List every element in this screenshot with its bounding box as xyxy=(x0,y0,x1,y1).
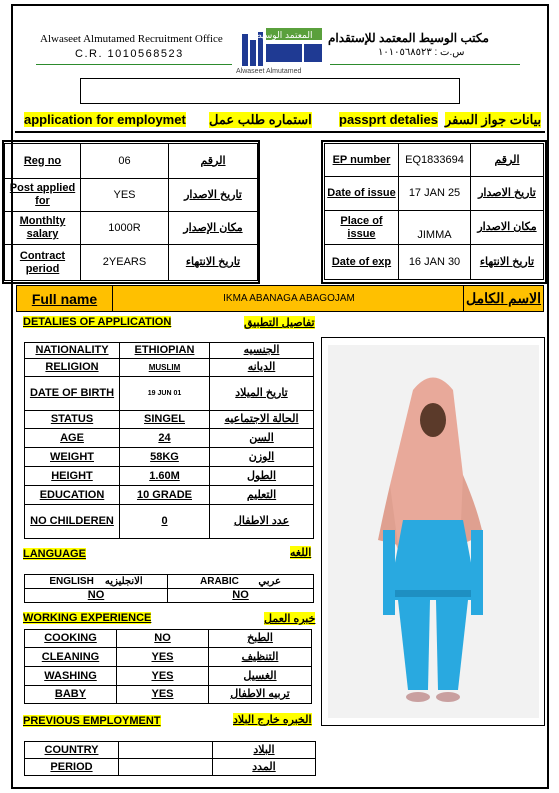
table-row xyxy=(5,245,258,281)
english-header xyxy=(25,575,168,589)
dob-value: 19 JUN 01 xyxy=(120,377,210,411)
cleaning-label-ar: التنظيف xyxy=(209,648,312,667)
nationality-label-ar: الجنسيه xyxy=(210,343,314,359)
education-label: EDUCATION xyxy=(25,486,120,505)
table-row xyxy=(25,411,314,429)
blank-header-box xyxy=(80,78,460,104)
cr-number-ar: س.ت : ١٠١٠٥٦٨٥٢٣ xyxy=(378,47,465,58)
ep-number-value: EQ1833694 xyxy=(399,144,471,177)
table-row xyxy=(25,686,312,704)
age-label: AGE xyxy=(25,429,120,448)
status-value: SINGEL xyxy=(120,411,210,429)
date-issue-label: Date of issue xyxy=(325,177,399,211)
logo-caption: Alwaseet Almutamed xyxy=(236,68,302,75)
table-row xyxy=(25,575,314,589)
cleaning-value: YES xyxy=(117,648,209,667)
table-row xyxy=(325,177,544,211)
passport-table xyxy=(324,143,544,280)
language-title-ar: اللغه xyxy=(290,547,312,559)
nationality-label: NATIONALITY xyxy=(25,343,120,359)
weight-label: WEIGHT xyxy=(25,448,120,467)
applicant-photo xyxy=(328,345,539,718)
height-value: 1.60M xyxy=(120,467,210,486)
experience-title-ar: خبره العمل xyxy=(264,613,316,625)
height-label-ar: الطول xyxy=(210,467,314,486)
post-applied-label-ar: تاريخ الاصدار xyxy=(169,179,258,212)
ep-number-label: EP number xyxy=(325,144,399,177)
date-exp-value: 16 JAN 30 xyxy=(399,245,471,280)
age-value: 24 xyxy=(120,429,210,448)
salary-label-ar: مكان الإصدار xyxy=(169,212,258,245)
details-title-en: DETALIES OF APPLICATION xyxy=(23,316,172,328)
ep-number-label-ar: الرقم xyxy=(471,144,544,177)
reg-no-value: 06 xyxy=(81,144,169,179)
table-row xyxy=(5,212,258,245)
office-name-ar: مكتب الوسيط المعتمد للإستقدام xyxy=(328,31,489,45)
table-row xyxy=(25,742,316,759)
cr-number-en: C.R. 1010568523 xyxy=(75,48,184,60)
status-label-ar: الحالة الاجتماعيه xyxy=(210,411,314,429)
details-title-ar: تفاصيل التطبيق xyxy=(244,317,315,329)
table-row xyxy=(25,630,312,648)
place-issue-label-ar: مكان الاصدار xyxy=(471,211,544,245)
date-exp-label-ar: تاريخ الانتهاء xyxy=(471,245,544,280)
country-label-ar: البلاد xyxy=(213,742,316,759)
religion-label: RELIGION xyxy=(25,359,120,377)
passport-title-ar: بيانات جواز السفر xyxy=(445,112,542,127)
language-table xyxy=(24,574,314,603)
children-label-ar: عدد الاطفال xyxy=(210,505,314,539)
english-value: NO xyxy=(25,589,168,603)
table-row xyxy=(25,448,314,467)
header-line-left xyxy=(36,64,232,65)
period-label-ar: المدد xyxy=(213,759,316,776)
salary-label: Monthlty salary xyxy=(5,212,81,245)
dob-label: DATE OF BIRTH xyxy=(25,377,120,411)
period-value xyxy=(119,759,213,776)
table-row xyxy=(25,343,314,359)
table-row xyxy=(25,467,314,486)
table-row xyxy=(25,648,312,667)
experience-title-en: WORKING EXPERIENCE xyxy=(23,612,152,624)
english-label: ENGLISH xyxy=(49,576,94,587)
office-name-en: Alwaseet Almutamed Recruitment Office xyxy=(40,33,223,45)
date-issue-label-ar: تاريخ الاصدار xyxy=(471,177,544,211)
cooking-label: COOKING xyxy=(25,630,117,648)
nationality-value: ETHIOPIAN xyxy=(120,343,210,359)
place-issue-label: Place of issue xyxy=(325,211,399,245)
dob-label-ar: تاريخ الميلاد xyxy=(210,377,314,411)
washing-label-ar: الغسيل xyxy=(209,667,312,686)
table-row xyxy=(325,245,544,280)
table-row xyxy=(25,589,314,603)
table-row xyxy=(25,759,316,776)
place-issue-value: JIMMA xyxy=(399,211,471,245)
application-title-ar: استماره طلب عمل xyxy=(209,112,312,127)
contract-period-label-ar: تاريخ الانتهاء xyxy=(169,245,258,281)
passport-title-en: passprt detalies xyxy=(339,112,438,127)
full-name-label: Full name xyxy=(17,286,113,311)
height-label: HEIGHT xyxy=(25,467,120,486)
logo-text: المعتمد الوسيط xyxy=(253,31,313,41)
country-value xyxy=(119,742,213,759)
table-row xyxy=(25,505,314,539)
photo-frame xyxy=(321,337,545,726)
table-row xyxy=(5,179,258,212)
person-photo-icon xyxy=(328,345,539,718)
baby-label-ar: تربيه الاطفال xyxy=(209,686,312,704)
education-value: 10 GRADE xyxy=(120,486,210,505)
table-row xyxy=(325,144,544,177)
table-row xyxy=(25,429,314,448)
children-label: NO CHILDEREN xyxy=(25,505,120,539)
weight-value: 58KG xyxy=(120,448,210,467)
experience-table xyxy=(24,629,312,704)
arabic-label-ar: عربي xyxy=(258,576,281,587)
arabic-value: NO xyxy=(168,589,314,603)
full-name-bar xyxy=(16,285,544,312)
washing-label: WASHING xyxy=(25,667,117,686)
language-title-en: LANGUAGE xyxy=(23,548,86,560)
table-row xyxy=(25,667,312,686)
table-row xyxy=(5,144,258,179)
date-exp-label: Date of exp xyxy=(325,245,399,280)
english-label-ar: الانجليزيه xyxy=(104,576,143,587)
cooking-value: NO xyxy=(117,630,209,648)
reg-no-label: Reg no xyxy=(5,144,81,179)
full-name-value: IKMA ABANAGA ABAGOJAM xyxy=(223,293,355,304)
cleaning-label: CLEANING xyxy=(25,648,117,667)
age-label-ar: السن xyxy=(210,429,314,448)
previous-title-en: PREVIOUS EMPLOYMENT xyxy=(23,715,161,727)
children-value: 0 xyxy=(120,505,210,539)
date-issue-value: 17 JAN 25 xyxy=(399,177,471,211)
country-label: COUNTRY xyxy=(25,742,119,759)
washing-value: YES xyxy=(117,667,209,686)
full-name-label-ar: الاسم الكامل xyxy=(463,286,543,311)
previous-title-ar: الخبره خارج البلاد xyxy=(233,714,312,726)
salary-value: 1000R xyxy=(81,212,169,245)
details-table xyxy=(24,342,314,539)
post-applied-label: Post applied for xyxy=(5,179,81,212)
header-line-right xyxy=(330,64,520,65)
reg-no-label-ar: الرقم xyxy=(169,144,258,179)
application-table xyxy=(4,143,258,281)
religion-label-ar: الديانه xyxy=(210,359,314,377)
status-label: STATUS xyxy=(25,411,120,429)
weight-label-ar: الوزن xyxy=(210,448,314,467)
previous-table xyxy=(24,741,316,776)
post-applied-value: YES xyxy=(81,179,169,212)
table-row xyxy=(325,211,544,245)
table-row xyxy=(25,359,314,377)
table-row xyxy=(25,486,314,505)
cooking-label-ar: الطبخ xyxy=(209,630,312,648)
application-title-en: application for employmet xyxy=(24,112,186,127)
separator-line xyxy=(15,131,545,133)
religion-value: MUSLIM xyxy=(120,359,210,377)
contract-period-value: 2YEARS xyxy=(81,245,169,281)
contract-period-label: Contract period xyxy=(5,245,81,281)
table-row xyxy=(25,377,314,411)
arabic-label: ARABIC xyxy=(200,576,239,587)
baby-label: BABY xyxy=(25,686,117,704)
arabic-header xyxy=(168,575,314,589)
education-label-ar: التعليم xyxy=(210,486,314,505)
period-label: PERIOD xyxy=(25,759,119,776)
baby-value: YES xyxy=(117,686,209,704)
